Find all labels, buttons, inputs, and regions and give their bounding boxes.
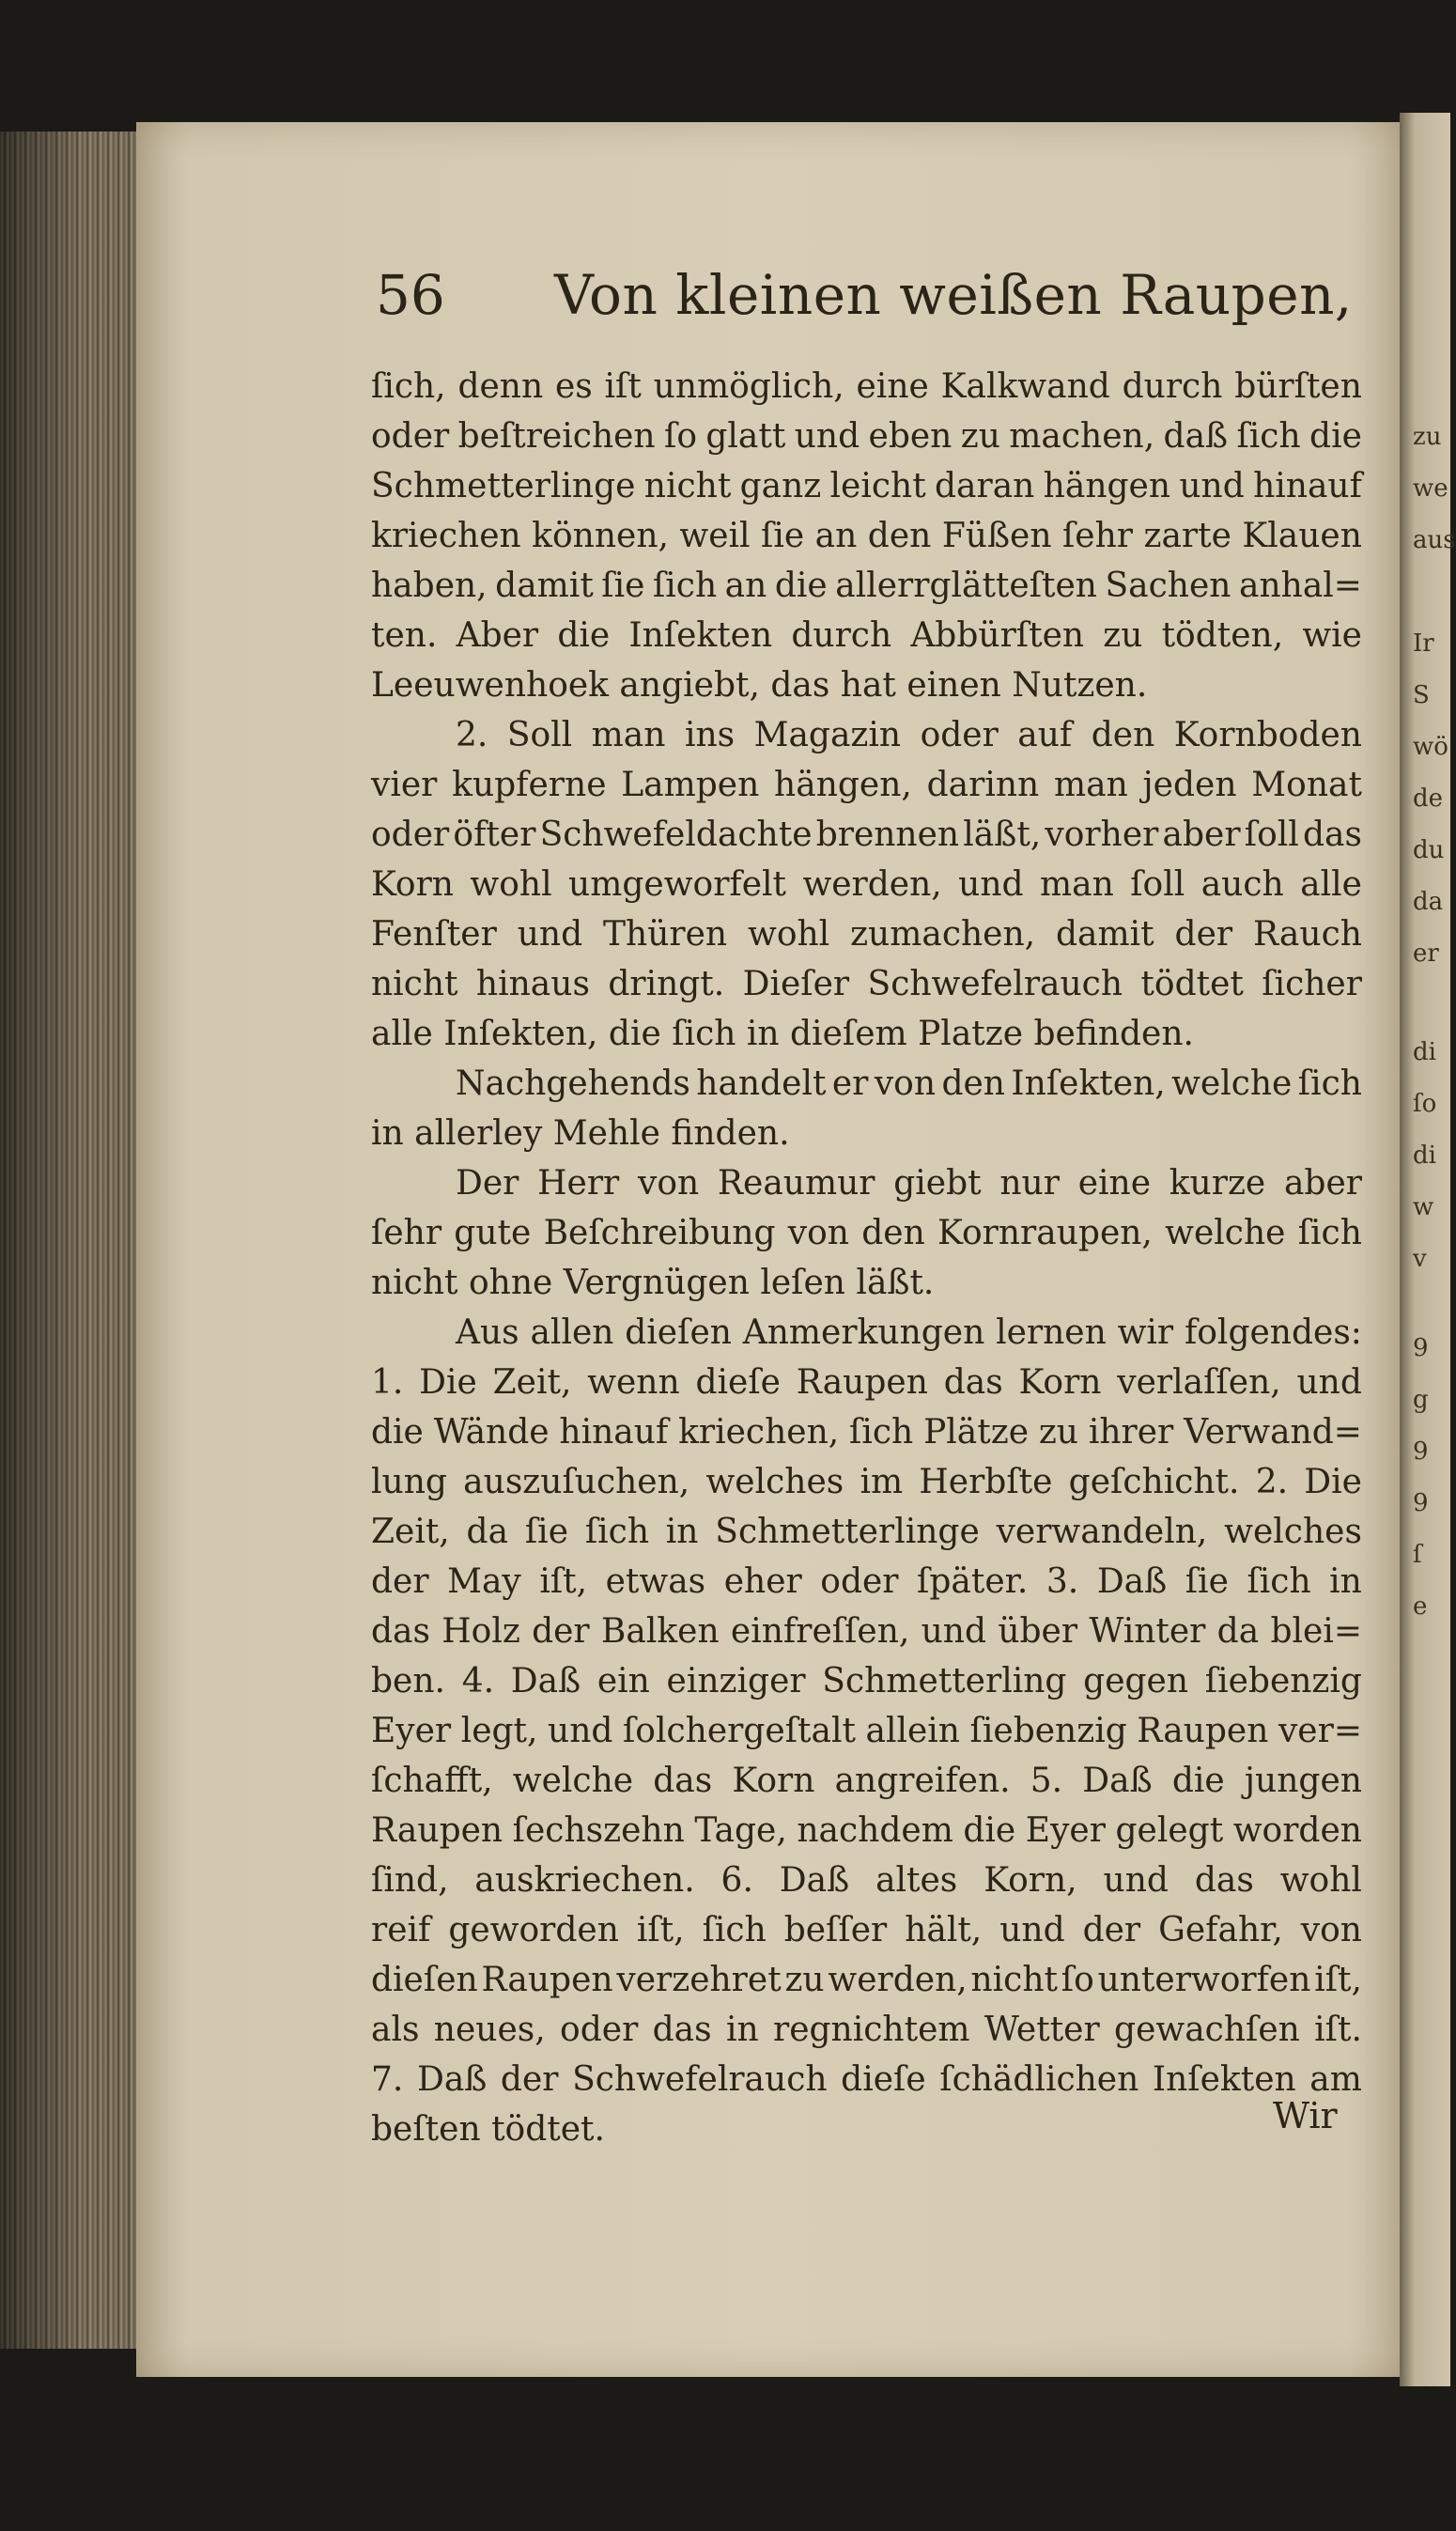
- right-page-fragment: di: [1413, 1038, 1436, 1066]
- text-line: vier kupferne Lampen hängen, darinn man jeden Monat: [371, 766, 1362, 804]
- right-page-fragment: Ir: [1413, 629, 1434, 658]
- text-line: ſind, auskriechen. 6. Daß altes Korn, und das wohl: [371, 1861, 1362, 1900]
- text-line: Schmetterlinge nicht ganz leicht daran hängen und hinauf: [371, 467, 1362, 505]
- text-line: in allerley Mehle finden.: [371, 1114, 790, 1153]
- text-line: ſchafft, welche das Korn angreifen. 5. Daß die jungen: [371, 1762, 1362, 1800]
- right-page-fragment: e: [1413, 1592, 1428, 1621]
- text-line: 7. Daß der Schwefelrauch dieſe ſchädlichen Inſekten am: [371, 2060, 1362, 2099]
- right-page-fragment: 9: [1413, 1437, 1429, 1466]
- page-header: [376, 263, 1409, 348]
- text-line: nicht hinaus dringt. Dieſer Schwefelrauch tödtet ſicher: [371, 965, 1362, 1003]
- right-page-fragment: w: [1413, 1193, 1434, 1221]
- text-line: reif geworden iſt, ſich beſſer hält, und der Gefahr, von: [371, 1911, 1362, 1949]
- right-page-fragment: we: [1413, 474, 1448, 503]
- text-line: Fenſter und Thüren wohl zumachen, damit der Rauch: [371, 915, 1362, 954]
- right-page-sliver: [1400, 113, 1456, 2386]
- right-page-fragment: da: [1413, 888, 1444, 916]
- text-line: alle Inſekten, die ſich in dieſem Platze befinden.: [371, 1015, 1194, 1053]
- text-line: ben. 4. Daß ein einziger Schmetterling gegen ſiebenzig: [371, 1662, 1362, 1700]
- text-line: ſich, denn es iſt unmöglich, eine Kalkwand durch bürſten: [371, 367, 1362, 406]
- text-line: Eyer legt, und ſolchergeſtalt allein ſiebenzig Raupen ver=: [371, 1712, 1362, 1750]
- text-line: nicht ohne Vergnügen leſen läßt.: [371, 1264, 935, 1302]
- right-page-fragment: du: [1413, 836, 1445, 864]
- right-page-fragment: wö: [1413, 733, 1448, 761]
- text-line: beſten tödtet.: [371, 2110, 605, 2149]
- text-line: das Holz der Balken einfreſſen, und über Winter da blei=: [371, 1612, 1362, 1651]
- text-line: kriechen können, weil ſie an den Füßen ſehr zarte Klauen: [371, 517, 1362, 555]
- right-page-fragment: zu: [1413, 423, 1442, 451]
- text-line: Nachgehends handelt er von den Inſekten, welche ſich: [456, 1064, 1362, 1103]
- text-line: haben, damit ſie ſich an die allerrglätteſten Sachen anhal=: [371, 567, 1362, 605]
- right-page-fragment: de: [1413, 784, 1444, 813]
- right-page-fragment: g: [1413, 1386, 1429, 1414]
- right-page-fragment: ſo: [1413, 1090, 1437, 1118]
- right-page-fragment: S: [1413, 681, 1430, 709]
- right-page-fragment: er: [1413, 939, 1439, 968]
- left-page-edges: [0, 132, 141, 2349]
- text-line: Korn wohl umgeworfelt werden, und man ſoll auch alle: [371, 865, 1362, 904]
- text-line: ten. Aber die Inſekten durch Abbürſten zu tödten, wie: [371, 616, 1362, 655]
- right-page-fragment: v: [1413, 1245, 1427, 1273]
- page-number: 56: [376, 263, 445, 327]
- text-line: Zeit, da ſie ſich in Schmetterlinge verwandeln, welches: [371, 1513, 1362, 1551]
- right-page-fragment: 9: [1413, 1334, 1429, 1362]
- text-line: Aus allen dieſen Anmerkungen lernen wir folgendes:: [456, 1313, 1362, 1352]
- text-line: Leeuwenhoek angiebt, das hat einen Nutzen.: [371, 666, 1148, 705]
- text-line: dieſen Raupen verzehret zu werden, nicht ſo unterworfen iſt,: [371, 1961, 1362, 1999]
- right-page-fragment: di: [1413, 1141, 1436, 1170]
- text-line: oder beſtreichen ſo glatt und eben zu machen, daß ſich die: [371, 417, 1362, 456]
- right-page-fragment: ſ: [1413, 1541, 1422, 1569]
- text-line: als neues, oder das in regnichtem Wetter gewachſen iſt.: [371, 2011, 1362, 2049]
- text-line: die Wände hinauf kriechen, ſich Plätze zu ihrer Verwand=: [371, 1413, 1362, 1452]
- text-line: Der Herr von Reaumur giebt nur eine kurze aber: [456, 1164, 1362, 1203]
- right-page-fragment: 9: [1413, 1489, 1429, 1517]
- text-line: 2. Soll man ins Magazin oder auf den Kornboden: [456, 716, 1362, 754]
- text-line: lung auszuſuchen, welches im Herbſte geſchicht. 2. Die: [371, 1463, 1362, 1501]
- text-line: Raupen ſechszehn Tage, nachdem die Eyer gelegt worden: [371, 1811, 1362, 1850]
- body-text: [371, 362, 1362, 2154]
- catchword: Wir: [1273, 2095, 1338, 2136]
- right-page-fragment: aus: [1413, 526, 1456, 554]
- text-line: der May iſt, etwas eher oder ſpäter. 3. Daß ſie ſich in: [371, 1562, 1362, 1601]
- text-line: oder öfter Schwefeldachte brennen läßt, vorher aber ſoll das: [371, 815, 1362, 854]
- text-line: ſehr gute Beſchreibung von den Kornraupen, welche ſich: [371, 1214, 1362, 1252]
- running-title: Von kleinen weißen Raupen,: [554, 263, 1353, 327]
- text-line: 1. Die Zeit, wenn dieſe Raupen das Korn verlaſſen, und: [371, 1363, 1362, 1402]
